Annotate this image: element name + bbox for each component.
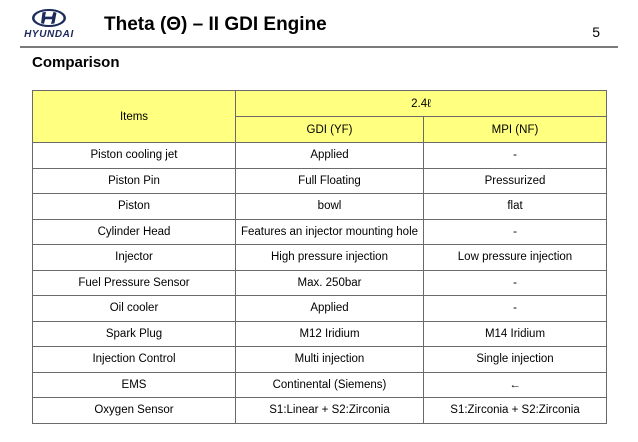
table-row — [33, 296, 607, 322]
row-mpi: - — [424, 270, 607, 296]
row-mpi: Single injection — [424, 347, 607, 373]
table-row — [33, 194, 607, 220]
slide-title: Theta (Θ) – II GDI Engine — [104, 14, 327, 35]
row-item: Oil cooler — [33, 296, 236, 322]
row-gdi: S1:Linear + S2:Zirconia — [236, 398, 424, 424]
table-row — [33, 270, 607, 296]
column-header-gdi: GDI (YF) — [236, 117, 424, 143]
items-header: Items — [33, 91, 236, 143]
row-item: EMS — [33, 372, 236, 398]
row-gdi: M12 Iridium — [236, 321, 424, 347]
table-row — [33, 219, 607, 245]
hyundai-emblem-icon — [20, 8, 78, 28]
row-gdi: Continental (Siemens) — [236, 372, 424, 398]
table-row — [33, 168, 607, 194]
row-gdi: Max. 250bar — [236, 270, 424, 296]
column-header-mpi: MPI (NF) — [424, 117, 607, 143]
header-divider — [20, 46, 618, 48]
hyundai-logo — [20, 8, 78, 42]
row-gdi: Applied — [236, 296, 424, 322]
brand-wordmark: HYUNDAI — [24, 29, 74, 40]
page-number: 5 — [592, 24, 600, 40]
row-mpi: - — [424, 219, 607, 245]
row-item: Piston Pin — [33, 168, 236, 194]
comparison-table — [32, 90, 607, 424]
row-mpi: flat — [424, 194, 607, 220]
section-title: Comparison — [32, 54, 120, 71]
row-item: Piston — [33, 194, 236, 220]
row-item: Piston cooling jet — [33, 143, 236, 169]
row-gdi: Features an injector mounting hole — [236, 219, 424, 245]
group-header: 2.4ℓ — [236, 91, 607, 117]
table-header-row — [33, 91, 607, 117]
table-row — [33, 347, 607, 373]
row-item: Injector — [33, 245, 236, 271]
row-gdi: High pressure injection — [236, 245, 424, 271]
row-item: Fuel Pressure Sensor — [33, 270, 236, 296]
table-row — [33, 321, 607, 347]
row-item: Cylinder Head — [33, 219, 236, 245]
row-mpi: M14 Iridium — [424, 321, 607, 347]
row-mpi: - — [424, 143, 607, 169]
row-gdi: bowl — [236, 194, 424, 220]
table-row — [33, 245, 607, 271]
row-gdi: Applied — [236, 143, 424, 169]
row-item: Spark Plug — [33, 321, 236, 347]
row-mpi: ← — [424, 372, 607, 398]
row-gdi: Multi injection — [236, 347, 424, 373]
row-gdi: Full Floating — [236, 168, 424, 194]
row-mpi: Pressurized — [424, 168, 607, 194]
row-mpi: S1:Zirconia + S2:Zirconia — [424, 398, 607, 424]
row-item: Oxygen Sensor — [33, 398, 236, 424]
row-mpi: Low pressure injection — [424, 245, 607, 271]
table-row — [33, 372, 607, 398]
row-mpi: - — [424, 296, 607, 322]
row-item: Injection Control — [33, 347, 236, 373]
table-row — [33, 143, 607, 169]
table-row — [33, 398, 607, 424]
